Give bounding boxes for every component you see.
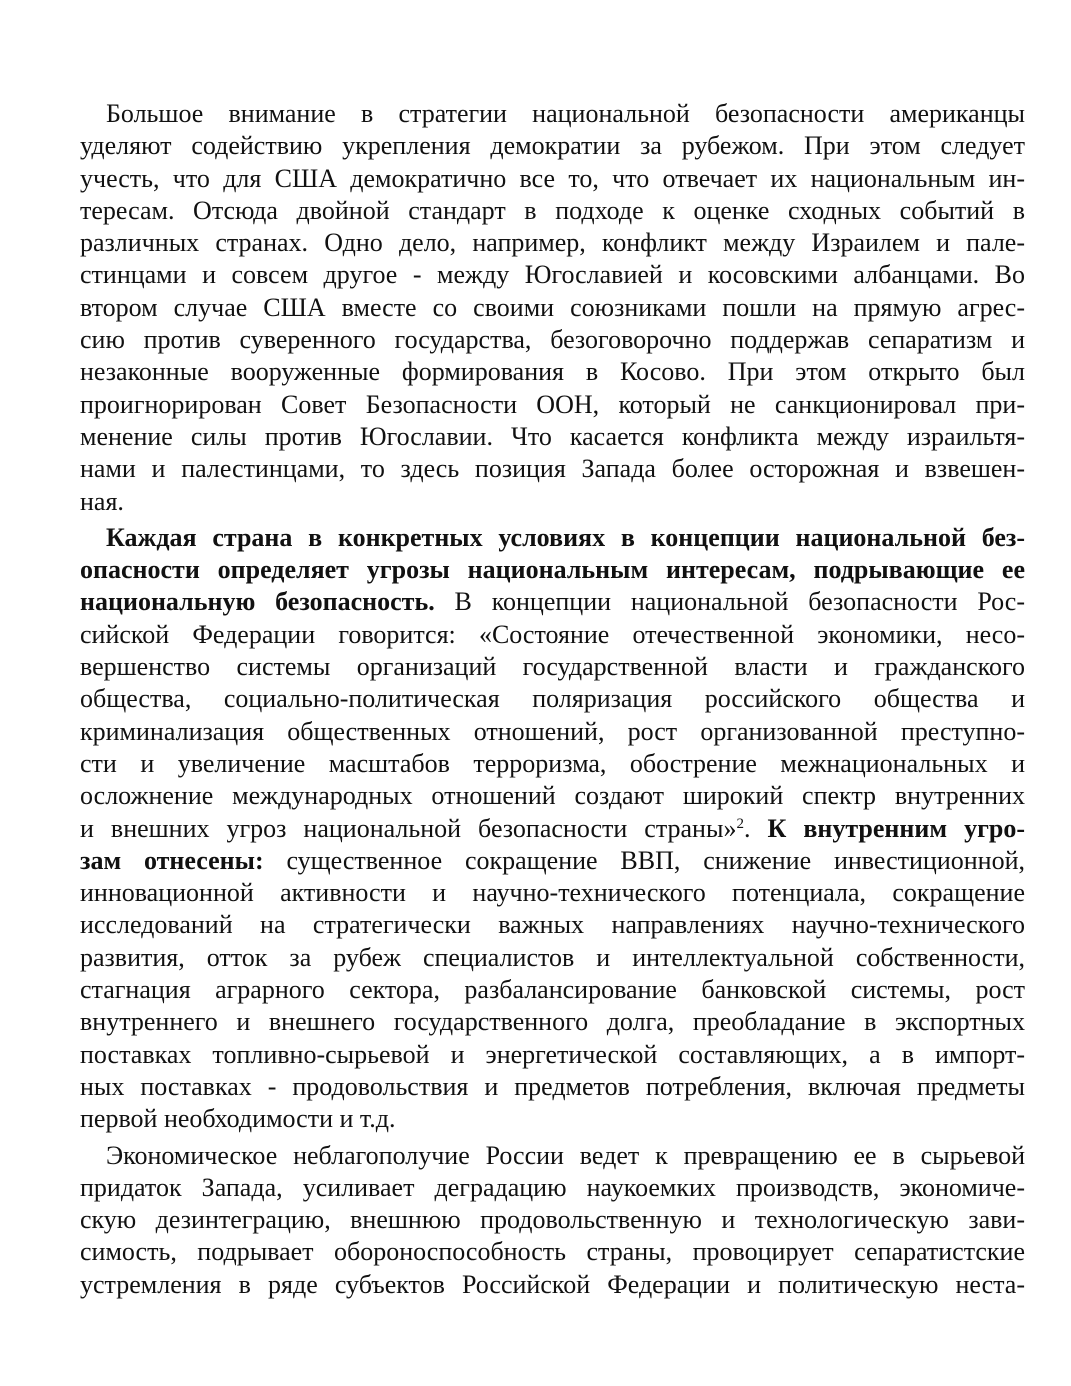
paragraph-line: сти и увеличение масштабов терроризма, обострение межнациональных и [80,748,1025,778]
paragraph-line: ных поставках - продовольствия и предметов потребления, включая предметы [80,1071,1025,1101]
paragraph-line: симость, подрывает обороноспособность страны, провоцирует сепаратистские [80,1237,1025,1267]
paragraph-line: учесть, что для США демократично все то, что отвечает их национальным ин- [80,163,1025,193]
paragraph-line [80,522,1025,554]
paragraph-line: сийской Федерации говорится: «Состояние отечественной экономики, несо- [80,619,1025,649]
document-page [80,98,1025,1301]
paragraph-line: нами и палестинцами, то здесь позиция Запада более осторожная и взвешен- [80,454,1025,484]
paragraph-line: менение силы против Югославии. Что касается конфликта между израильтя- [80,421,1025,451]
paragraph-line: различных странах. Одно дело, например, конфликт между Израилем и пале- [80,228,1025,258]
paragraph-line: криминализация общественных отношений, рост организованной преступно- [80,716,1025,746]
footnote-marker[interactable]: 2 [736,815,744,832]
paragraph-line: незаконные вооруженные формирования в Косово. При этом открыто был [80,357,1025,387]
paragraph-line: Экономическое неблагополучие России ведет к превращению ее в сырьевой [106,1140,1025,1170]
paragraph-line: уделяют содействию укрепления демократии за рубежом. При этом следует [80,131,1025,161]
paragraph-line: придаток Запада, усиливает деградацию наукоемких производств, экономиче- [80,1172,1025,1202]
paragraph-line: стагнация аграрного сектора, разбалансирование банковской системы, рост [80,975,1025,1005]
paragraph-line: скую дезинтеграцию, внешнюю продовольственную и технологическую зави- [80,1205,1025,1235]
paragraph-line: стинцами и совсем другое - между Югославией и косовскими албанцами. Во [80,260,1025,290]
bold-text: национальную безопасность. [80,587,435,617]
paragraph-line: вершенство системы организаций государственной власти и гражданского [80,652,1025,682]
paragraph-line: проигнорирован Совет Безопасности ООН, который не санкционировал при- [80,389,1025,419]
paragraph-line: инновационной активности и научно-технического потенциала, сокращение [80,878,1025,908]
paragraph-line [80,845,1025,877]
paragraph-line: общества, социально-политическая поляризация российского общества и [80,684,1025,714]
bold-text: К внутренним угро- [767,813,1026,843]
paragraph-line: сию против суверенного государства, безоговорочно поддержав сепаратизм и [80,325,1025,355]
paragraph-line: первой необходимости и т.д. [80,1104,396,1134]
paragraph-line: тересам. Отсюда двойной стандарт в подходе к оценке сходных событий в [80,195,1025,225]
paragraph-line: поставках топливно-сырьевой и энергетической составляющих, а в импорт- [80,1039,1025,1069]
bold-text: опасности определяет угрозы национальным интересам, подрывающие ее [80,555,1025,585]
paragraph-line: втором случае США вместе со своими союзниками пошли на прямую агрес- [80,292,1025,322]
paragraph-line: Большое внимание в стратегии национальной безопасности американцы [106,99,1025,128]
paragraph-3 [80,1140,1025,1301]
paragraph-line [80,586,1025,618]
regular-text: В концепции национальной безопасности Рос- [434,587,1026,617]
paragraph-line [80,813,1025,845]
paragraph-line: развития, отток за рубеж специалистов и интеллектуальной собственности, [80,942,1025,972]
paragraph-line: ная. [80,486,124,516]
paragraph-1 [80,98,1025,518]
regular-text: . [743,813,768,843]
paragraph-line: осложнение международных отношений создают широкий спектр внутренних [80,781,1025,811]
paragraph-line: внутреннего и внешнего государственного долга, преобладание в экспортных [80,1007,1025,1037]
bold-text: зам отнесены: [80,845,264,875]
paragraph-line: исследований на стратегически важных направлениях научно-технического [80,910,1025,940]
paragraph-line: устремления в ряде субъектов Российской Федерации и политическую неста- [80,1269,1025,1299]
paragraph-2 [80,522,1025,1136]
paragraph-line [80,554,1025,586]
bold-text: Каждая страна в конкретных условиях в концепции национальной без- [106,522,1025,552]
regular-text: существенное сокращение ВВП, снижение инвестиционной, [263,845,1025,875]
regular-text: и внешних угроз национальной безопасности страны» [80,813,737,843]
